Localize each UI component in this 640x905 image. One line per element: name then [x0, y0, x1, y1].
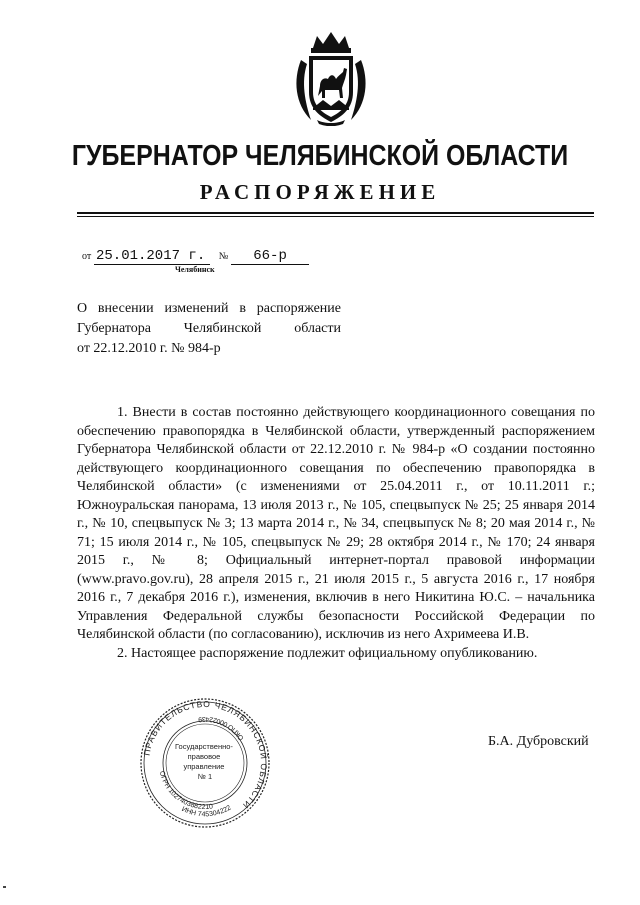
seal-inner-line: Государственно-: [174, 742, 233, 751]
document-body: [77, 404, 595, 663]
seal-inn: ИНН 745304222: [180, 804, 233, 819]
subject-line: Губернатора Челябинской области: [77, 321, 341, 336]
seal-outer-text: ПРАВИТЕЛЬСТВО ЧЕЛЯБИНСКОЙ ОБЛАСТИ: [141, 698, 270, 812]
document-type: РАСПОРЯЖЕНИЕ: [199, 180, 441, 204]
document-number: 66-р: [231, 248, 309, 265]
body-paragraph-1: 1. Внести в состав постоянно действующего координационного совещания по обеспечению правопорядка в Челябинской области, утвержденный распоряжением Губернатора Челябинской области от 22.12.2010 г. № 984-р «О создании постоянно действующего координационного совещания по обеспечению правопорядка в Челябинской области» (с изменениями от 25.04.2011 г., от 10.11.2011 г.; Южноуральская панорама, 13 июля 2013 г., № 105, спецвыпуск № 25; 25 января 2014 г., № 10, спецвыпуск № 3; 13 марта 2014 г., № 34, спецвыпуск № 8; 20 мая 2014 г., № 71; 15 июля 2014 г., № 105, спецвыпуск № 29; 28 октября 2014 г., № 170; 24 января 2015 г., № 8; Официальный интернет-портал правовой информации (www.pravo.gov.ru), 28 апреля 2015 г., 21 июля 2015 г., 5 августа 2016 г., 17 ноября 2016 г., 7 декабря 2016 г.), изменения, включив в него Никитина Ю.С. – начальника Управления Федеральной службы безопасности Российской Федерации по Челябинской области (по согласованию), исключив из него Ахримеева И.В.: [77, 405, 595, 642]
header-rule-thick: [77, 212, 594, 214]
signer-name: Б.А. Дубровский: [488, 734, 589, 749]
seal-okpo: ОКПО 00022439: [197, 714, 246, 742]
date-number-line: [82, 248, 309, 265]
seal-inner-line: правовое: [187, 752, 221, 761]
scan-mark: [3, 886, 6, 888]
subject-line: О внесении изменений в распоряжение: [77, 301, 341, 316]
subject-line: от 22.12.2010 г. № 984-р: [77, 341, 221, 356]
document-date: 25.01.2017 г.: [94, 248, 210, 265]
issue-city: Челябинск: [175, 265, 215, 274]
coat-of-arms-emblem: [291, 30, 371, 126]
seal-inner-line: управление: [183, 762, 225, 771]
body-paragraph-2: 2. Настоящее распоряжение подлежит официальному опубликованию.: [117, 645, 538, 661]
number-prefix: №: [218, 251, 229, 262]
document-subject: [77, 299, 341, 359]
header-rule-thin: [77, 216, 594, 217]
official-seal: [139, 697, 271, 829]
document-heading: ГУБЕРНАТОР ЧЕЛЯБИНСКОЙ ОБЛАСТИ: [71, 140, 569, 172]
date-prefix: от: [82, 251, 92, 262]
seal-ogrn: ОГРН 1027403882210: [157, 770, 214, 812]
seal-inner-line: № 1: [197, 772, 213, 781]
svg-text:Государственно- правовое: [175, 742, 235, 781]
